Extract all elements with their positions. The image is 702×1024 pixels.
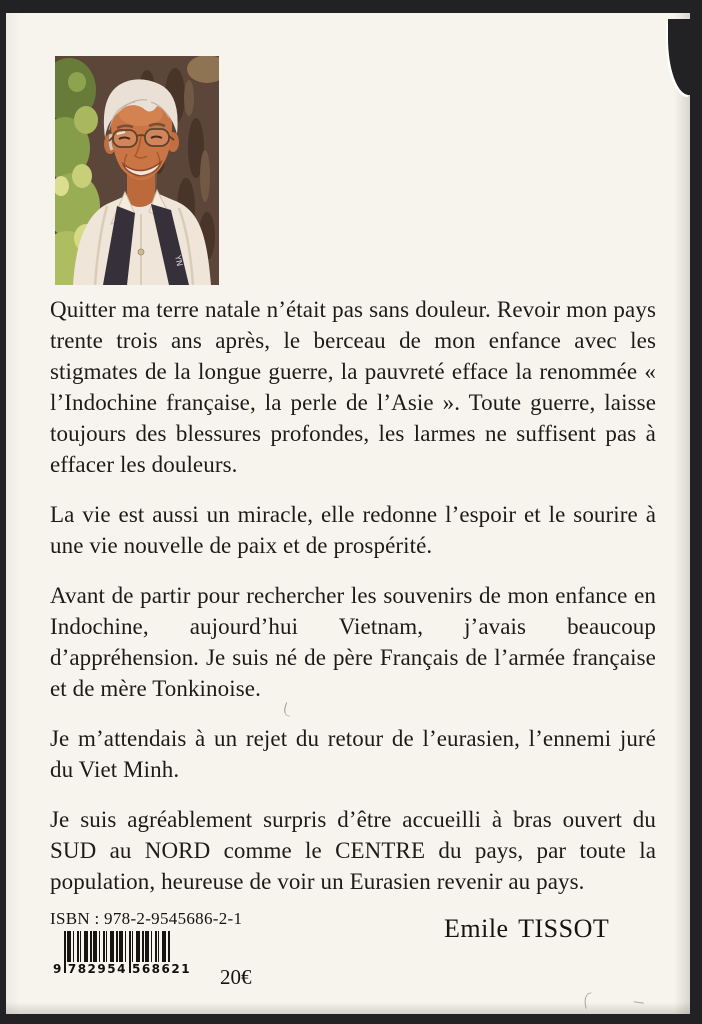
isbn-block bbox=[50, 909, 280, 999]
body-paragraph: Je suis agréablement surpris d’être accueilli à bras ouvert du SUD au NORD comme le CENTRE du pays, par toute la population, heureuse de voir un Eurasien revenir au pays. bbox=[50, 807, 656, 894]
ean13-barcode bbox=[52, 931, 252, 991]
body-paragraph: Je m’attendais à un rejet du retour de l’eurasien, l’ennemi juré du Viet Minh. bbox=[50, 726, 656, 782]
author-name: Emile TISSOT bbox=[444, 914, 610, 943]
author-portrait-illustration bbox=[55, 56, 219, 285]
price-label: 20€ bbox=[220, 965, 252, 989]
cover-page bbox=[6, 13, 690, 1014]
body-paragraph: La vie est aussi un miracle, elle redonne l’espoir et le sourire à une vie nouvelle de paix et de prospérité. bbox=[50, 502, 656, 558]
author-portrait-photo bbox=[55, 56, 219, 285]
barcode-digits: 9 782954 568621 bbox=[53, 962, 192, 976]
scan-artifact bbox=[634, 998, 644, 1003]
scan-artifact bbox=[583, 992, 595, 1009]
svg-text:YN: YN bbox=[173, 254, 185, 268]
body-paragraph: Avant de partir pour rechercher les souvenirs de mon enfance en Indochine, aujourd’hui Vietnam, j’avais beaucoup d’appréhension. Je suis né de père Français de l’armée française et de mère Tonkinoise. bbox=[50, 583, 656, 701]
isbn-text: ISBN : 978-2-9545686-2-1 bbox=[50, 909, 243, 928]
page-corner-curl bbox=[668, 19, 690, 95]
back-cover-text bbox=[50, 294, 656, 916]
warm-tint-overlay bbox=[55, 56, 219, 285]
body-paragraph: Quitter ma terre natale n’était pas sans douleur. Revoir mon pays trente trois ans après, le berceau de mon enfance avec les stigmates de la longue guerre, la pauvreté efface la renommée « l’Indochine française, la perle de l’Asie ». Toute guerre, laisse toujours des blessures profondes, les larmes ne suffisent pas à effacer les douleurs. bbox=[50, 297, 656, 477]
